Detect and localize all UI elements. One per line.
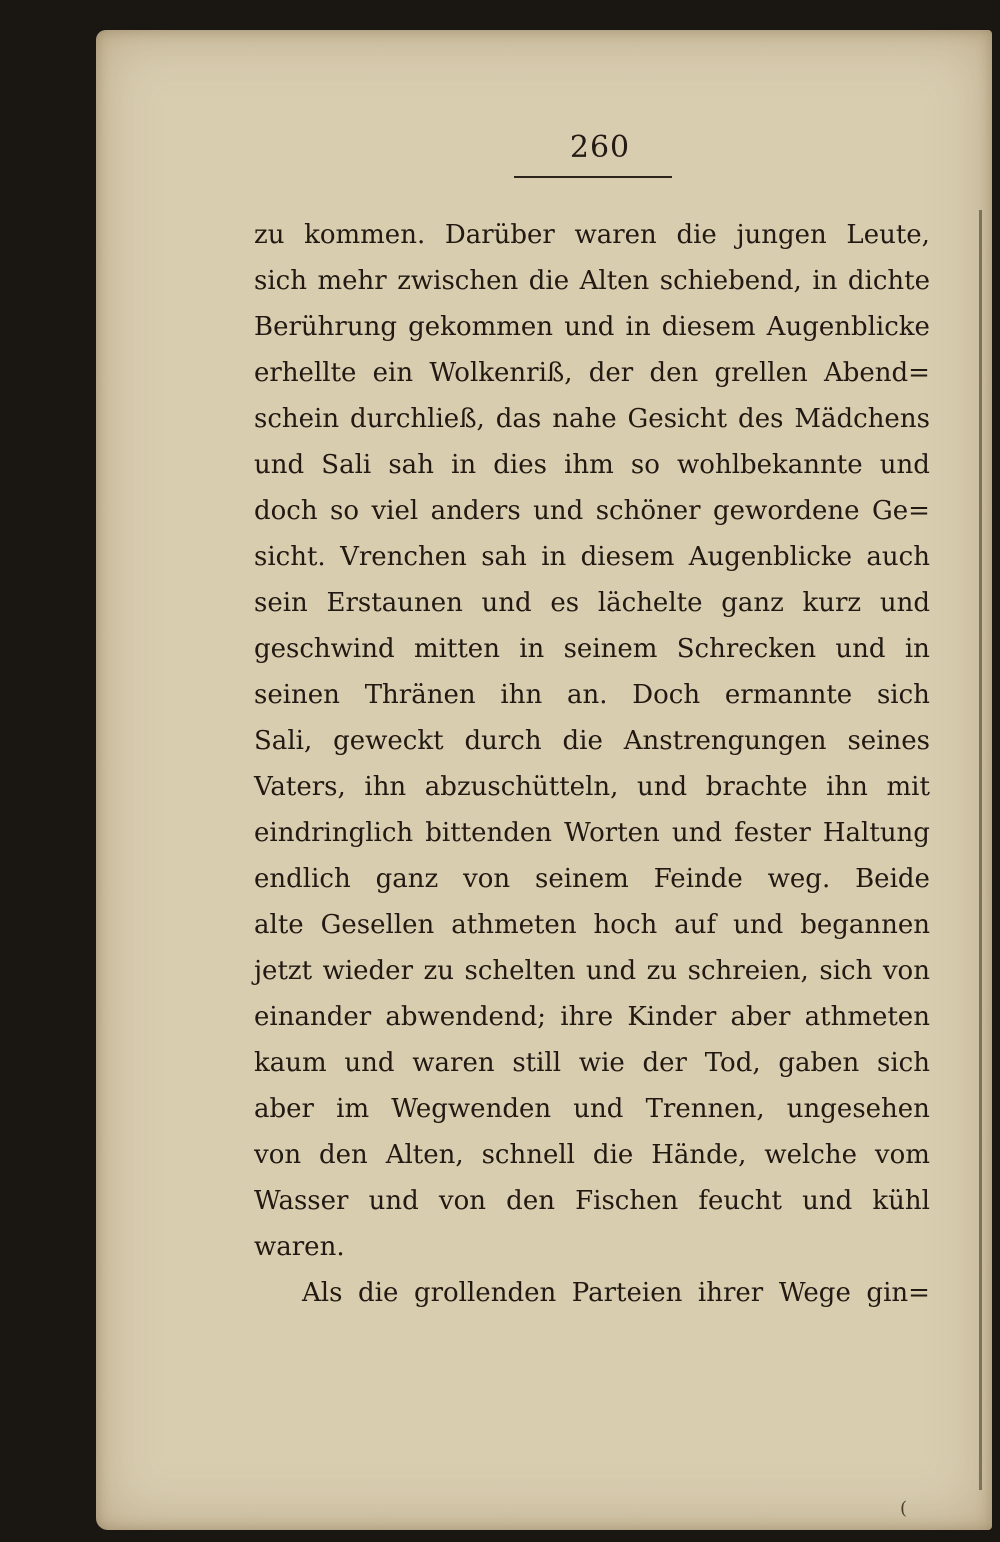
word: Thränen bbox=[364, 680, 476, 710]
word: in bbox=[451, 450, 477, 480]
word: zu bbox=[254, 220, 285, 250]
word: abzuschütteln, bbox=[424, 772, 619, 802]
word: Sali, bbox=[254, 726, 313, 756]
text-line bbox=[254, 672, 930, 718]
word: schnell bbox=[481, 1140, 575, 1170]
word: athmeten bbox=[804, 1002, 930, 1032]
word: schöner bbox=[595, 496, 701, 526]
word: ihrer bbox=[697, 1278, 764, 1308]
word: geschwind bbox=[254, 634, 395, 664]
word: Anstrengungen bbox=[623, 726, 827, 756]
word: seinen bbox=[254, 680, 340, 710]
word: gaben bbox=[778, 1048, 860, 1078]
word: viel bbox=[371, 496, 419, 526]
body-text bbox=[254, 212, 930, 1316]
word: zu bbox=[646, 956, 678, 986]
word: anders bbox=[430, 496, 521, 526]
word: in bbox=[541, 542, 567, 572]
word: sein bbox=[254, 588, 308, 618]
word: schreien, bbox=[687, 956, 809, 986]
word: sich bbox=[876, 680, 930, 710]
word: durchließ, bbox=[350, 404, 485, 434]
word: ihn bbox=[364, 772, 407, 802]
word: fester bbox=[734, 818, 811, 848]
word: feucht bbox=[698, 1186, 782, 1216]
word: und bbox=[254, 450, 305, 480]
word: von bbox=[882, 956, 930, 986]
text-line bbox=[254, 1132, 930, 1178]
text-line bbox=[254, 212, 930, 258]
word: kommen. bbox=[304, 220, 426, 250]
word: auf bbox=[674, 910, 717, 940]
word: an. bbox=[566, 680, 608, 710]
word: vom bbox=[874, 1140, 930, 1170]
word: nahe bbox=[552, 404, 617, 434]
word: die bbox=[562, 726, 603, 756]
word: waren bbox=[574, 220, 657, 250]
word: Hände, bbox=[651, 1140, 747, 1170]
word: Darüber bbox=[444, 220, 555, 250]
word: grollenden bbox=[413, 1278, 557, 1308]
text-line bbox=[254, 626, 930, 672]
page-number: 260 bbox=[569, 130, 631, 165]
word: schein bbox=[254, 404, 340, 434]
word: und bbox=[733, 910, 784, 940]
word: mit bbox=[886, 772, 930, 802]
word: Mädchens bbox=[794, 404, 930, 434]
word: alte bbox=[254, 910, 304, 940]
word: auch bbox=[866, 542, 930, 572]
word: das bbox=[495, 404, 542, 434]
word: Berührung bbox=[254, 312, 397, 342]
text-line bbox=[254, 1040, 930, 1086]
word: ihn bbox=[826, 772, 868, 802]
word: wie bbox=[578, 1048, 625, 1078]
word: in bbox=[904, 634, 930, 664]
word: Ge= bbox=[872, 496, 930, 526]
word: Wege bbox=[778, 1278, 851, 1308]
word: sich bbox=[877, 1048, 930, 1078]
edge-mark: ( bbox=[900, 1498, 908, 1519]
word: und bbox=[368, 1186, 419, 1216]
word: von bbox=[463, 864, 511, 894]
word: die bbox=[528, 266, 570, 296]
word: Alten, bbox=[385, 1140, 464, 1170]
word: Tod, bbox=[704, 1048, 761, 1078]
word: Wasser bbox=[254, 1186, 349, 1216]
word: Doch bbox=[632, 680, 701, 710]
word: schelten bbox=[464, 956, 576, 986]
word: Sali bbox=[321, 450, 372, 480]
word: endlich bbox=[254, 864, 351, 894]
word: und bbox=[835, 634, 886, 664]
word: gin= bbox=[866, 1278, 930, 1308]
word: sicht. bbox=[254, 542, 326, 572]
word: den bbox=[506, 1186, 555, 1216]
word: wohlbekannte bbox=[677, 450, 863, 480]
word: gewordene bbox=[713, 496, 860, 526]
word: geweckt bbox=[333, 726, 444, 756]
word: seinem bbox=[534, 864, 629, 894]
word: jungen bbox=[736, 220, 827, 250]
word: Schrecken bbox=[676, 634, 817, 664]
word: diesem bbox=[580, 542, 675, 572]
word: kühl bbox=[872, 1186, 930, 1216]
word: zu bbox=[423, 956, 454, 986]
text-line bbox=[254, 902, 930, 948]
word: sah bbox=[481, 542, 527, 572]
word: ganz bbox=[721, 588, 784, 618]
text-line bbox=[254, 488, 930, 534]
word: diesem bbox=[661, 312, 756, 342]
word: Vaters, bbox=[254, 772, 346, 802]
text-line bbox=[254, 718, 930, 764]
word: waren. bbox=[254, 1232, 345, 1262]
word: ganz bbox=[375, 864, 439, 894]
word: mitten bbox=[413, 634, 500, 664]
word: kurz bbox=[802, 588, 862, 618]
word: es bbox=[550, 588, 580, 618]
text-line bbox=[254, 442, 930, 488]
word: welche bbox=[764, 1140, 857, 1170]
word: wieder bbox=[322, 956, 413, 986]
header-rule bbox=[514, 176, 672, 178]
word: so bbox=[630, 450, 660, 480]
text-line bbox=[254, 764, 930, 810]
word: begannen bbox=[800, 910, 930, 940]
word: und bbox=[344, 1048, 395, 1078]
word: die bbox=[676, 220, 717, 250]
text-line bbox=[254, 534, 930, 580]
word: den bbox=[649, 358, 699, 388]
word: grellen bbox=[714, 358, 808, 388]
text-line bbox=[254, 948, 930, 994]
word: der bbox=[642, 1048, 687, 1078]
word: in bbox=[625, 312, 651, 342]
word: doch bbox=[254, 496, 318, 526]
word: aber bbox=[730, 1002, 791, 1032]
text-line bbox=[254, 258, 930, 304]
word: Abend= bbox=[823, 358, 930, 388]
word: sich bbox=[254, 266, 307, 296]
word: dichte bbox=[847, 266, 930, 296]
word: des bbox=[738, 404, 784, 434]
text-line bbox=[254, 396, 930, 442]
word: lächelte bbox=[597, 588, 703, 618]
word: eindringlich bbox=[254, 818, 414, 848]
text-line bbox=[254, 580, 930, 626]
word: und bbox=[802, 1186, 853, 1216]
word: bittenden bbox=[425, 818, 553, 848]
word: dies bbox=[493, 450, 547, 480]
word: so bbox=[330, 496, 360, 526]
word: seines bbox=[847, 726, 930, 756]
word: still bbox=[512, 1048, 562, 1078]
word: ihm bbox=[564, 450, 614, 480]
word: Worten bbox=[564, 818, 660, 848]
word: Feinde bbox=[653, 864, 743, 894]
text-line bbox=[254, 856, 930, 902]
text-line bbox=[254, 1270, 930, 1316]
word: Trennen, bbox=[645, 1094, 765, 1124]
text-line bbox=[254, 1178, 930, 1224]
word: ungesehen bbox=[786, 1094, 930, 1124]
word: Kinder bbox=[627, 1002, 717, 1032]
word: Wolkenriß, bbox=[429, 358, 573, 388]
word: und bbox=[585, 956, 637, 986]
word: athmeten bbox=[451, 910, 577, 940]
word: jetzt bbox=[254, 956, 313, 986]
word: abwendend; bbox=[385, 1002, 547, 1032]
word: seinem bbox=[563, 634, 658, 664]
word: und bbox=[879, 450, 930, 480]
text-line bbox=[254, 304, 930, 350]
word: ihn bbox=[500, 680, 543, 710]
word: und bbox=[481, 588, 532, 618]
word: gekommen bbox=[408, 312, 554, 342]
word: hoch bbox=[593, 910, 658, 940]
word: Augenblicke bbox=[688, 542, 853, 572]
word: aber bbox=[254, 1094, 314, 1124]
word: von bbox=[254, 1140, 302, 1170]
word: Gesicht bbox=[627, 404, 728, 434]
text-line bbox=[254, 1086, 930, 1132]
word: Gesellen bbox=[320, 910, 435, 940]
page-edge-shadow bbox=[973, 210, 982, 1490]
word: erhellte bbox=[254, 358, 357, 388]
word: im bbox=[336, 1094, 370, 1124]
word: sich bbox=[819, 956, 873, 986]
text-line bbox=[254, 994, 930, 1040]
word: waren bbox=[412, 1048, 495, 1078]
word: in bbox=[812, 266, 838, 296]
word: Haltung bbox=[822, 818, 930, 848]
word: und bbox=[564, 312, 615, 342]
word: von bbox=[438, 1186, 487, 1216]
word: Beide bbox=[855, 864, 930, 894]
word: Fischen bbox=[575, 1186, 679, 1216]
word: Alten bbox=[579, 266, 650, 296]
word: durch bbox=[464, 726, 542, 756]
word: die bbox=[592, 1140, 634, 1170]
word: ihre bbox=[560, 1002, 614, 1032]
word: Erstaunen bbox=[326, 588, 463, 618]
word: und bbox=[573, 1094, 624, 1124]
word: Wegwenden bbox=[391, 1094, 552, 1124]
word: und bbox=[671, 818, 723, 848]
word: ein bbox=[372, 358, 414, 388]
word: und bbox=[533, 496, 584, 526]
text-line bbox=[254, 350, 930, 396]
word: in bbox=[519, 634, 545, 664]
word: Augenblicke bbox=[766, 312, 930, 342]
word: weg. bbox=[767, 864, 831, 894]
word: Als bbox=[302, 1278, 343, 1308]
word: brachte bbox=[705, 772, 808, 802]
word: den bbox=[319, 1140, 368, 1170]
word: die bbox=[358, 1278, 399, 1308]
text-line bbox=[254, 810, 930, 856]
word: mehr bbox=[317, 266, 387, 296]
word: der bbox=[588, 358, 634, 388]
word: kaum bbox=[254, 1048, 327, 1078]
word: Parteien bbox=[571, 1278, 683, 1308]
word: schiebend, bbox=[659, 266, 802, 296]
word: sah bbox=[388, 450, 434, 480]
word: und bbox=[879, 588, 930, 618]
word: ermannte bbox=[724, 680, 853, 710]
word: einander bbox=[254, 1002, 372, 1032]
word: Vrenchen bbox=[340, 542, 467, 572]
text-line bbox=[254, 1224, 930, 1270]
word: und bbox=[637, 772, 688, 802]
word: zwischen bbox=[397, 266, 519, 296]
word: Leute, bbox=[846, 220, 930, 250]
